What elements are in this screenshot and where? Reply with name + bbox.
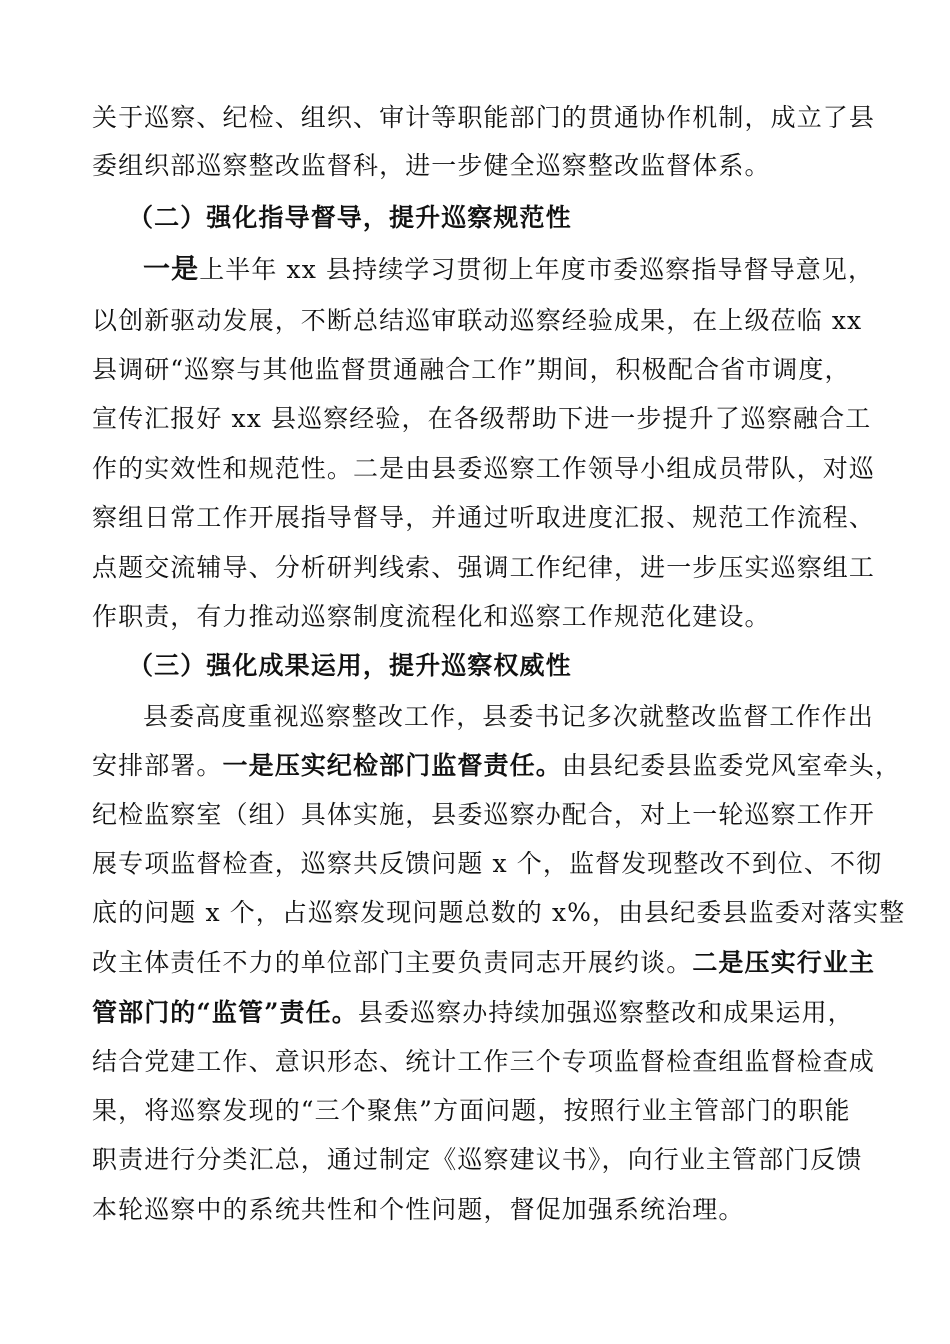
text-span: 宣传汇报好 xx 县巡察经验，在各级帮助下进一步提升了巡察融合工 bbox=[92, 404, 872, 433]
text-span: 由县纪委县监委党风室牵头， bbox=[561, 751, 902, 780]
bold-text: 管部门的“监管”责任。 bbox=[92, 998, 358, 1027]
paragraph-line bbox=[92, 350, 851, 390]
section-heading bbox=[128, 646, 572, 686]
paragraph-line bbox=[92, 548, 875, 588]
text-span: 县委巡察办持续加强巡察整改和成果运用， bbox=[357, 998, 854, 1027]
paragraph-line bbox=[143, 250, 874, 290]
heading-text: （二）强化指导督导，提升巡察规范性 bbox=[128, 203, 572, 232]
paragraph-line bbox=[92, 1042, 875, 1082]
text-span: 展专项监督检查，巡察共反馈问题 x 个，监督发现整改不到位、不彻 bbox=[92, 849, 883, 878]
text-span: 安排部署。 bbox=[92, 751, 223, 780]
text-span: 县委高度重视巡察整改工作，县委书记多次就整改监督工作作出 bbox=[143, 702, 874, 731]
paragraph-line bbox=[92, 597, 771, 637]
paragraph-line bbox=[92, 893, 905, 933]
bold-lead-text: 一是 bbox=[143, 254, 200, 285]
paragraph-line bbox=[92, 844, 882, 884]
paragraph-line bbox=[92, 1091, 851, 1131]
paragraph-line bbox=[92, 746, 901, 786]
paragraph-line bbox=[92, 98, 875, 138]
text-span: 上半年 xx 县持续学习贯彻上年度市委巡察指导督导意见， bbox=[199, 255, 875, 284]
text-span: 果，将巡察发现的“三个聚焦”方面问题，按照行业主管部门的职能 bbox=[92, 1096, 851, 1125]
paragraph-line bbox=[92, 1140, 863, 1180]
text-span: 作职责，有力推动巡察制度流程化和巡察工作规范化建设。 bbox=[92, 602, 771, 631]
text-span: 察组日常工作开展指导督导，并通过听取进度汇报、规范工作流程、 bbox=[92, 503, 876, 532]
bold-text: 二是压实行业主 bbox=[692, 948, 876, 977]
paragraph-line bbox=[143, 697, 874, 737]
heading-text: （三）强化成果运用，提升巡察权威性 bbox=[128, 651, 572, 680]
paragraph-line bbox=[92, 943, 875, 983]
bold-text: 一是压实纪检部门监督责任。 bbox=[222, 751, 562, 780]
text-span: 关于巡察、纪检、组织、审计等职能部门的贯通协作机制，成立了县 bbox=[92, 103, 876, 132]
text-span: 底的问题 x 个，占巡察发现问题总数的 x%，由县纪委县监委对落实整 bbox=[92, 898, 906, 927]
text-span: 结合党建工作、意识形态、统计工作三个专项监督检查组监督检查成 bbox=[92, 1047, 876, 1076]
paragraph-line bbox=[92, 449, 875, 489]
text-span: 改主体责任不力的单位部门主要负责同志开展约谈。 bbox=[92, 948, 693, 977]
text-span: 委组织部巡察整改监督科，进一步健全巡察整改监督体系。 bbox=[92, 151, 771, 180]
text-span: 作的实效性和规范性。二是由县委巡察工作领导小组成员带队，对巡 bbox=[92, 454, 876, 483]
paragraph-line bbox=[92, 399, 871, 439]
section-heading bbox=[128, 198, 572, 238]
text-span: 点题交流辅导、分析研判线索、强调工作纪律，进一步压实巡察组工 bbox=[92, 553, 876, 582]
paragraph-line bbox=[92, 146, 771, 186]
text-span: 纪检监察室（组）具体实施，县委巡察办配合，对上一轮巡察工作开 bbox=[92, 800, 876, 829]
paragraph-line bbox=[92, 1190, 745, 1230]
text-span: 本轮巡察中的系统共性和个性问题，督促加强系统治理。 bbox=[92, 1195, 745, 1224]
paragraph-line bbox=[92, 301, 862, 341]
text-span: 县调研“巡察与其他监督贯通融合工作”期间，积极配合省市调度， bbox=[92, 355, 851, 384]
text-span: 职责进行分类汇总，通过制定《巡察建议书》，向行业主管部门反馈 bbox=[92, 1145, 863, 1174]
text-span: 以创新驱动发展，不断总结巡审联动巡察经验成果，在上级莅临 xx bbox=[92, 306, 863, 335]
paragraph-line bbox=[92, 795, 875, 835]
paragraph-line bbox=[92, 498, 875, 538]
paragraph-line bbox=[92, 993, 854, 1033]
